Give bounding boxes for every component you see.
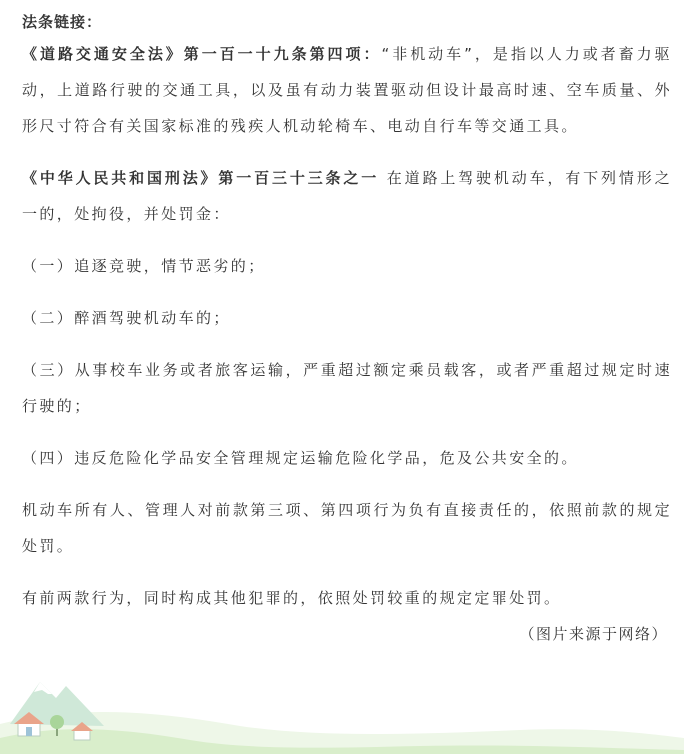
image-source-caption: （图片来源于网络） [519, 625, 668, 643]
section-heading: 法条链接： [22, 13, 103, 31]
law-text-traffic: “非机动车”，是指以人力或者畜力驱动，上道路行驶的交通工具，以及虽有动力装置驱动但设计最高时速、空车质量、外形尺寸符合有关国家标准的残疾人机动轮椅车、电动自行车等交通工具。 [22, 45, 673, 135]
paragraph-other-crime: 有前两款行为，同时构成其他犯罪的，依照处罚较重的规定定罪处罚。 [22, 589, 562, 607]
law-citation-criminal: 《中华人民共和国刑法》第一百三十三条之一 [22, 169, 380, 187]
article-content [22, 8, 672, 652]
list-item-1: （一）追逐竞驶，情节恶劣的； [22, 257, 266, 275]
paragraph-liability: 机动车所有人、管理人对前款第三项、第四项行为负有直接责任的，依照前款的规定处罚。 [22, 501, 672, 555]
landscape-decoration [0, 664, 684, 754]
list-item-3: （三）从事校车业务或者旅客运输，严重超过额定乘员载客，或者严重超过规定时速行驶的； [22, 361, 672, 415]
list-item-4: （四）违反危险化学品安全管理规定运输危险化学品，危及公共安全的。 [22, 449, 579, 467]
list-item-2: （二）醉酒驾驶机动车的； [22, 309, 231, 327]
law-text-criminal: 在道路上驾驶机动车，有下列情形之一的，处拘役，并处罚金： [22, 169, 672, 223]
paragraph-traffic-law [22, 36, 672, 144]
law-citation-traffic: 《道路交通安全法》第一百一十九条第四项： [22, 45, 382, 63]
paragraph-criminal-law [22, 160, 672, 232]
